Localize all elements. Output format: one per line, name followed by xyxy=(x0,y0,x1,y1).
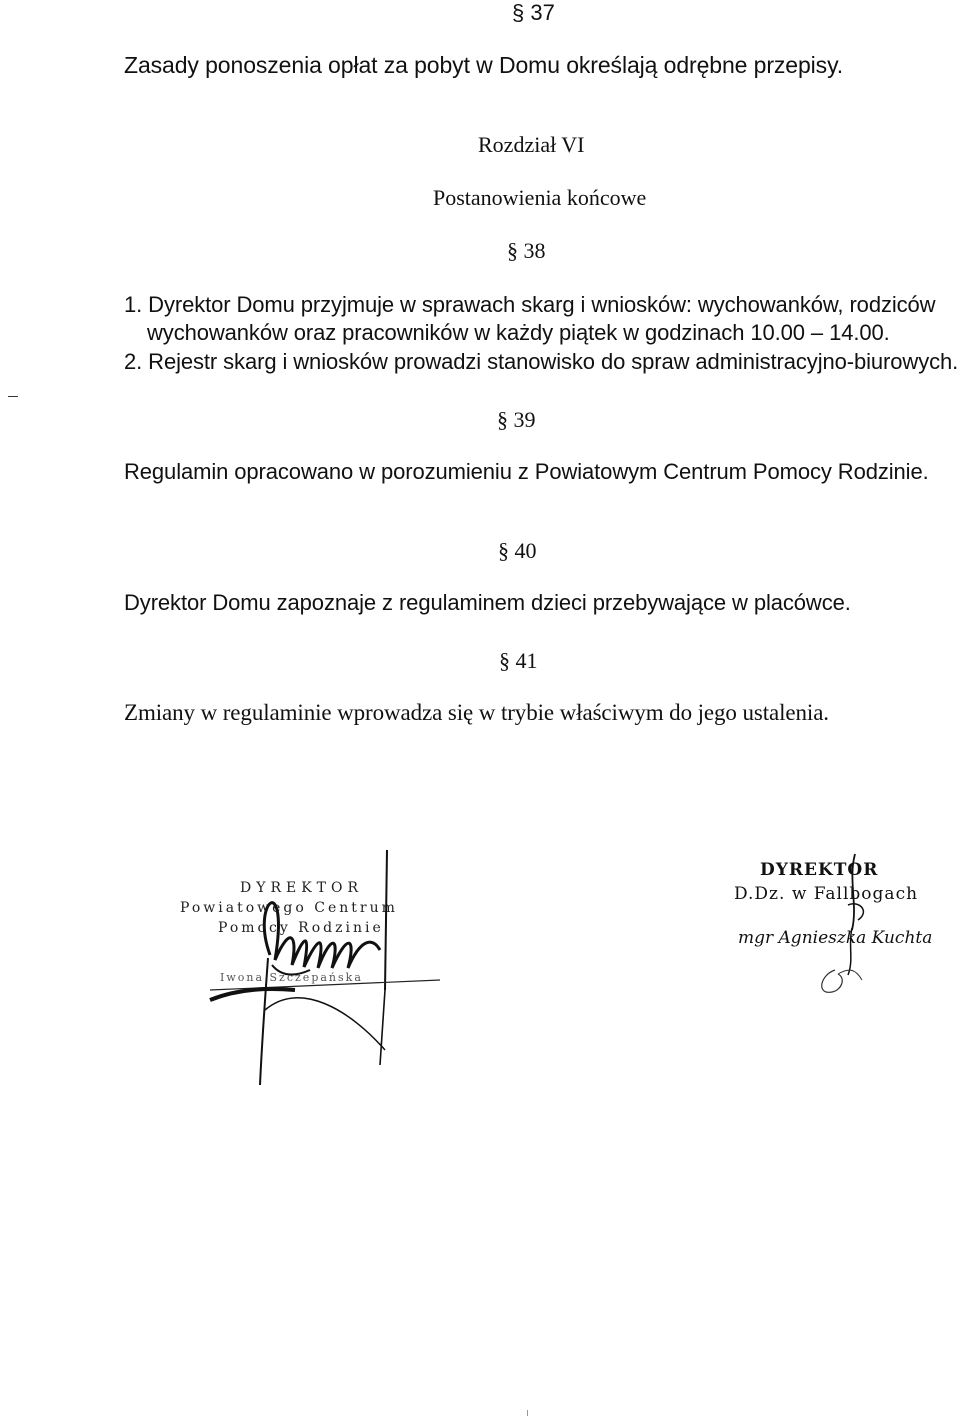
section-39-number: § 39 xyxy=(497,407,536,432)
stamp-right-line-3: mgr Agnieszka Kuchta xyxy=(738,928,933,948)
bottom-mark xyxy=(527,1410,528,1416)
stamp-left-line-2: Powiatowego Centrum xyxy=(180,900,398,916)
section-39-text: Regulamin opracowano w porozumieniu z Powiatowym Centrum Pomocy Rodzinie. xyxy=(124,459,929,484)
stamp-left-line-1: DYREKTOR xyxy=(240,880,364,896)
margin-mark xyxy=(8,396,18,397)
section-37-text: Zasady ponoszenia opłat za pobyt w Domu określają odrębne przepisy. xyxy=(124,52,844,78)
section-38-item-2: 2. Rejestr skarg i wniosków prowadzi stanowisko do spraw administracyjno-biurowych. xyxy=(124,349,959,374)
chapter-subtitle: Postanowienia końcowe xyxy=(433,185,647,210)
director-stamp-left xyxy=(180,840,440,1090)
section-41-text: Zmiany w regulaminie wprowadza się w trybie właściwym do jego ustalenia. xyxy=(124,700,829,725)
section-40-text: Dyrektor Domu zapoznaje z regulaminem dzieci przebywające w placówce. xyxy=(124,590,851,615)
section-38-item-1-line-2: wychowanków oraz pracowników w każdy piątek w godzinach 10.00 – 14.00. xyxy=(147,320,890,345)
stamp-right-line-2: D.Dz. w Fallbogach xyxy=(734,884,919,904)
stamp-left-line-3: Pomocy Rodzinie xyxy=(218,920,384,936)
director-stamp-right xyxy=(730,850,950,1000)
section-38-number: § 38 xyxy=(507,238,546,263)
signature-right-drawing xyxy=(730,850,950,1000)
section-37-number: § 37 xyxy=(512,0,555,25)
stamp-left-signature-name: Iwona Szczepańska xyxy=(220,971,363,984)
section-41-number: § 41 xyxy=(499,648,538,673)
stamp-right-line-1: DYREKTOR xyxy=(760,860,879,880)
signature-left-drawing xyxy=(180,840,440,1090)
chapter-title: Rozdział VI xyxy=(478,132,585,157)
section-38-item-1-line-1: 1. Dyrektor Domu przyjmuje w sprawach skarg i wniosków: wychowanków, rodziców xyxy=(124,292,936,317)
section-40-number: § 40 xyxy=(498,538,537,563)
